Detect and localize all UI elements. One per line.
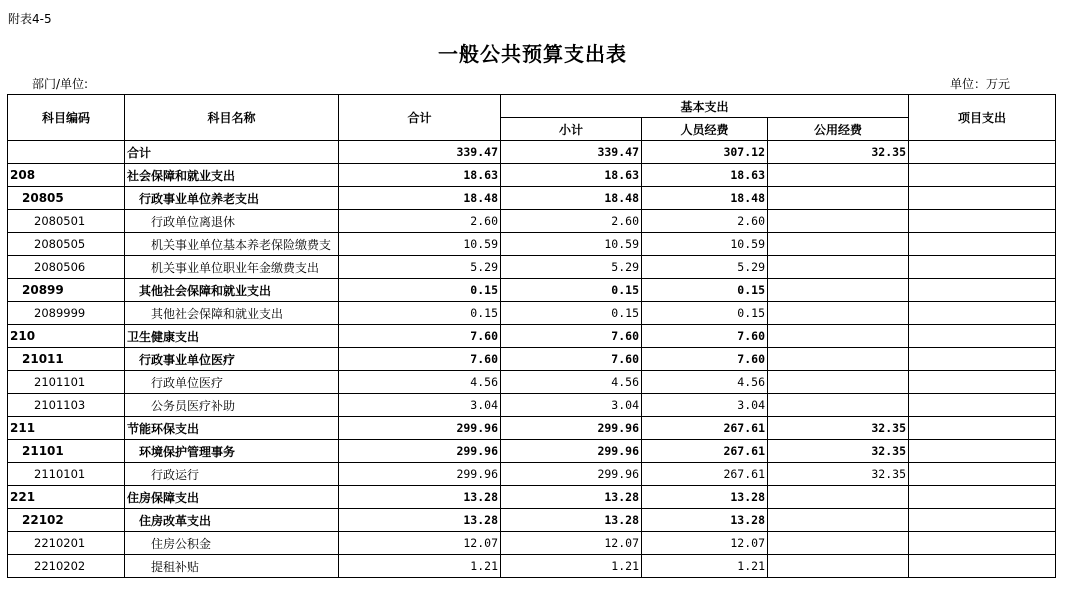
cell-subtotal: 10.59 <box>501 233 642 256</box>
header-subtotal: 小计 <box>501 118 642 141</box>
header-basic: 基本支出 <box>501 95 909 118</box>
cell-name: 社会保障和就业支出 <box>125 164 339 187</box>
cell-personnel: 5.29 <box>642 256 768 279</box>
cell-subtotal: 299.96 <box>501 440 642 463</box>
cell-total: 18.48 <box>339 187 501 210</box>
cell-public <box>768 256 909 279</box>
cell-personnel: 3.04 <box>642 394 768 417</box>
cell-subtotal: 0.15 <box>501 279 642 302</box>
cell-project <box>909 440 1056 463</box>
cell-subtotal: 3.04 <box>501 394 642 417</box>
cell-total: 3.04 <box>339 394 501 417</box>
cell-name: 提租补贴 <box>125 555 339 578</box>
cell-public <box>768 555 909 578</box>
cell-personnel: 18.63 <box>642 164 768 187</box>
cell-public <box>768 325 909 348</box>
cell-code: 21011 <box>8 348 125 371</box>
cell-personnel: 267.61 <box>642 440 768 463</box>
header-public: 公用经费 <box>768 118 909 141</box>
cell-subtotal: 13.28 <box>501 486 642 509</box>
cell-name: 其他社会保障和就业支出 <box>125 279 339 302</box>
cell-personnel: 267.61 <box>642 463 768 486</box>
cell-public <box>768 302 909 325</box>
cell-project <box>909 210 1056 233</box>
cell-subtotal: 299.96 <box>501 463 642 486</box>
cell-code: 21101 <box>8 440 125 463</box>
cell-total: 299.96 <box>339 440 501 463</box>
cell-code: 210 <box>8 325 125 348</box>
cell-project <box>909 164 1056 187</box>
cell-name: 合计 <box>125 141 339 164</box>
cell-subtotal: 0.15 <box>501 302 642 325</box>
cell-public <box>768 210 909 233</box>
cell-public <box>768 532 909 555</box>
cell-subtotal: 4.56 <box>501 371 642 394</box>
header-project: 项目支出 <box>909 95 1056 141</box>
cell-total: 4.56 <box>339 371 501 394</box>
cell-subtotal: 12.07 <box>501 532 642 555</box>
header-total: 合计 <box>339 95 501 141</box>
cell-total: 1.21 <box>339 555 501 578</box>
table-body <box>8 141 1056 578</box>
page-title: 一般公共预算支出表 <box>438 42 627 66</box>
cell-subtotal: 7.60 <box>501 325 642 348</box>
cell-code: 2080506 <box>8 256 125 279</box>
cell-public <box>768 164 909 187</box>
cell-project <box>909 555 1056 578</box>
cell-project <box>909 532 1056 555</box>
cell-total: 7.60 <box>339 325 501 348</box>
unit-label: 单位：万元 <box>950 77 1011 91</box>
header-name: 科目名称 <box>125 95 339 141</box>
cell-name: 住房保障支出 <box>125 486 339 509</box>
cell-code: 208 <box>8 164 125 187</box>
cell-code: 2080501 <box>8 210 125 233</box>
cell-name: 环境保护管理事务 <box>125 440 339 463</box>
cell-subtotal: 2.60 <box>501 210 642 233</box>
cell-name: 行政事业单位医疗 <box>125 348 339 371</box>
cell-public: 32.35 <box>768 440 909 463</box>
table-row <box>8 187 1056 210</box>
cell-subtotal: 18.48 <box>501 187 642 210</box>
cell-project <box>909 486 1056 509</box>
cell-name: 公务员医疗补助 <box>125 394 339 417</box>
cell-code: 2101103 <box>8 394 125 417</box>
table-row <box>8 279 1056 302</box>
attachment-label: 附表4-5 <box>8 12 52 26</box>
cell-name: 卫生健康支出 <box>125 325 339 348</box>
cell-code: 2089999 <box>8 302 125 325</box>
cell-name: 行政事业单位养老支出 <box>125 187 339 210</box>
cell-public <box>768 187 909 210</box>
table-row <box>8 325 1056 348</box>
table-row <box>8 532 1056 555</box>
cell-subtotal: 13.28 <box>501 509 642 532</box>
cell-subtotal: 299.96 <box>501 417 642 440</box>
cell-personnel: 2.60 <box>642 210 768 233</box>
cell-public: 32.35 <box>768 463 909 486</box>
table-row <box>8 463 1056 486</box>
table-row <box>8 164 1056 187</box>
cell-project <box>909 141 1056 164</box>
cell-subtotal: 7.60 <box>501 348 642 371</box>
cell-public <box>768 486 909 509</box>
cell-project <box>909 394 1056 417</box>
cell-public <box>768 509 909 532</box>
cell-total: 13.28 <box>339 486 501 509</box>
cell-public <box>768 371 909 394</box>
cell-code: 20899 <box>8 279 125 302</box>
cell-name: 行政单位离退休 <box>125 210 339 233</box>
cell-code: 20805 <box>8 187 125 210</box>
table-row <box>8 233 1056 256</box>
department-label: 部门/单位: <box>32 77 89 91</box>
cell-project <box>909 233 1056 256</box>
cell-name: 机关事业单位职业年金缴费支出 <box>125 256 339 279</box>
table-header <box>8 95 1056 141</box>
cell-total: 339.47 <box>339 141 501 164</box>
table-row <box>8 371 1056 394</box>
table-row <box>8 302 1056 325</box>
cell-personnel: 10.59 <box>642 233 768 256</box>
cell-personnel: 4.56 <box>642 371 768 394</box>
cell-subtotal: 18.63 <box>501 164 642 187</box>
table-row <box>8 486 1056 509</box>
cell-total: 0.15 <box>339 279 501 302</box>
cell-project <box>909 509 1056 532</box>
cell-personnel: 18.48 <box>642 187 768 210</box>
cell-project <box>909 417 1056 440</box>
cell-personnel: 13.28 <box>642 509 768 532</box>
cell-public: 32.35 <box>768 141 909 164</box>
cell-public: 32.35 <box>768 417 909 440</box>
table-row <box>8 394 1056 417</box>
table-row <box>8 210 1056 233</box>
cell-personnel: 13.28 <box>642 486 768 509</box>
cell-personnel: 307.12 <box>642 141 768 164</box>
cell-total: 7.60 <box>339 348 501 371</box>
table-row <box>8 256 1056 279</box>
cell-name: 住房公积金 <box>125 532 339 555</box>
cell-code: 211 <box>8 417 125 440</box>
cell-subtotal: 339.47 <box>501 141 642 164</box>
table-row <box>8 440 1056 463</box>
cell-total: 2.60 <box>339 210 501 233</box>
cell-name: 机关事业单位基本养老保险缴费支 <box>125 233 339 256</box>
table-row <box>8 141 1056 164</box>
budget-table <box>7 94 1056 578</box>
cell-personnel: 0.15 <box>642 279 768 302</box>
cell-total: 0.15 <box>339 302 501 325</box>
table-row <box>8 417 1056 440</box>
cell-personnel: 7.60 <box>642 325 768 348</box>
cell-public <box>768 348 909 371</box>
cell-total: 299.96 <box>339 417 501 440</box>
cell-subtotal: 1.21 <box>501 555 642 578</box>
header-personnel: 人员经费 <box>642 118 768 141</box>
cell-personnel: 12.07 <box>642 532 768 555</box>
cell-personnel: 1.21 <box>642 555 768 578</box>
cell-subtotal: 5.29 <box>501 256 642 279</box>
cell-project <box>909 348 1056 371</box>
cell-project <box>909 371 1056 394</box>
table-row <box>8 509 1056 532</box>
cell-name: 行政单位医疗 <box>125 371 339 394</box>
cell-project <box>909 256 1056 279</box>
cell-total: 12.07 <box>339 532 501 555</box>
cell-total: 18.63 <box>339 164 501 187</box>
cell-name: 行政运行 <box>125 463 339 486</box>
cell-code: 22102 <box>8 509 125 532</box>
cell-code: 2210201 <box>8 532 125 555</box>
cell-public <box>768 394 909 417</box>
table-row <box>8 348 1056 371</box>
cell-total: 5.29 <box>339 256 501 279</box>
cell-personnel: 0.15 <box>642 302 768 325</box>
cell-public <box>768 279 909 302</box>
cell-code: 2210202 <box>8 555 125 578</box>
cell-personnel: 267.61 <box>642 417 768 440</box>
cell-code: 221 <box>8 486 125 509</box>
cell-name: 节能环保支出 <box>125 417 339 440</box>
cell-personnel: 7.60 <box>642 348 768 371</box>
cell-project <box>909 187 1056 210</box>
table-row <box>8 555 1056 578</box>
cell-code: 2110101 <box>8 463 125 486</box>
cell-code <box>8 141 125 164</box>
cell-project <box>909 279 1056 302</box>
cell-public <box>768 233 909 256</box>
cell-project <box>909 463 1056 486</box>
cell-name: 住房改革支出 <box>125 509 339 532</box>
cell-total: 299.96 <box>339 463 501 486</box>
cell-project <box>909 325 1056 348</box>
cell-total: 13.28 <box>339 509 501 532</box>
cell-code: 2080505 <box>8 233 125 256</box>
cell-total: 10.59 <box>339 233 501 256</box>
cell-name: 其他社会保障和就业支出 <box>125 302 339 325</box>
header-code: 科目编码 <box>8 95 125 141</box>
cell-code: 2101101 <box>8 371 125 394</box>
cell-project <box>909 302 1056 325</box>
